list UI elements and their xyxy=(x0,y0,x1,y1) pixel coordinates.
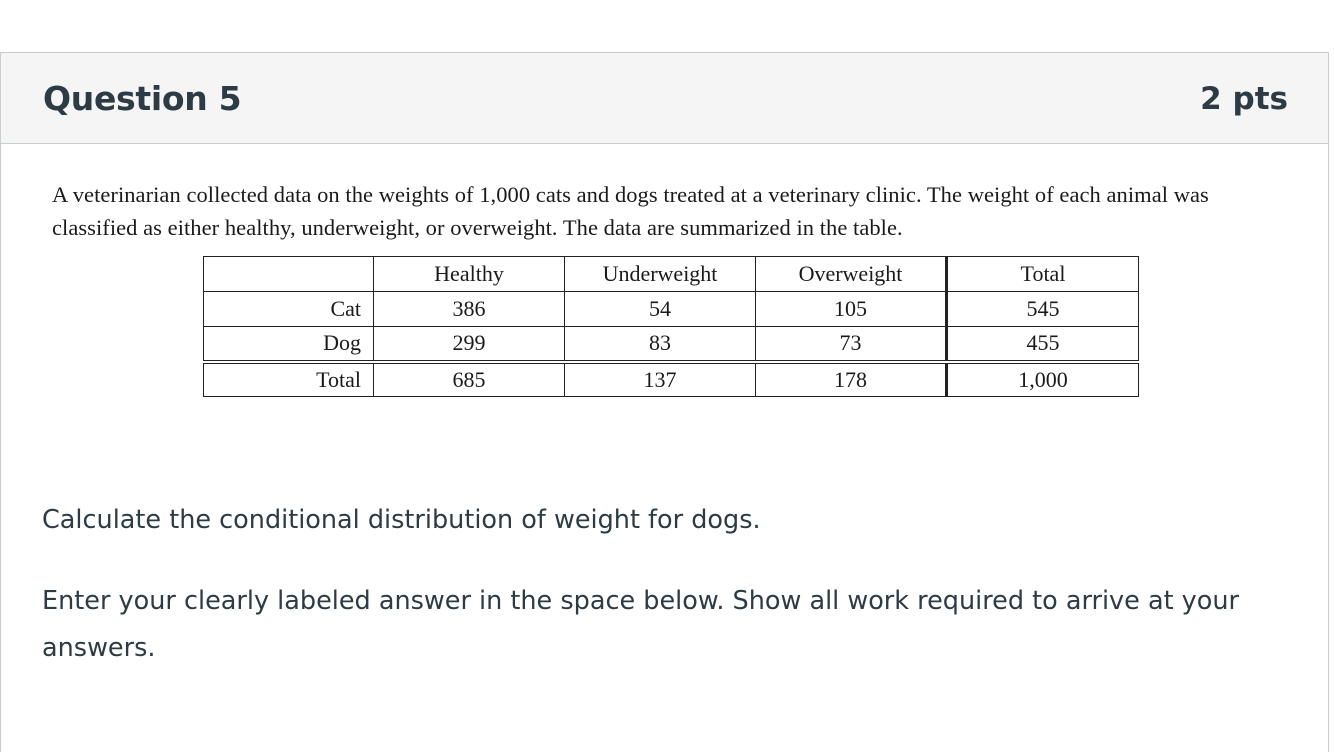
question-prompt: Calculate the conditional distribution of weight for dogs. xyxy=(42,505,761,535)
table-header-row xyxy=(204,257,1139,292)
table-cell: 685 xyxy=(374,362,565,397)
table-cell: 545 xyxy=(947,292,1139,327)
table-header-cell: Underweight xyxy=(565,257,756,292)
question-image xyxy=(40,170,1290,420)
table-total-row xyxy=(204,362,1139,397)
table-cell: 455 xyxy=(947,327,1139,362)
question-points: 2 pts xyxy=(1200,81,1288,117)
table-header-cell: Total xyxy=(947,257,1139,292)
table-row-label: Dog xyxy=(204,327,374,362)
question-header xyxy=(1,53,1328,144)
table-header-cell: Healthy xyxy=(374,257,565,292)
intro-text: A veterinarian collected data on the weights of 1,000 cats and dogs treated at a veterinary clinic. The weight of each animal was classified as either healthy, underweight, or overweight. The data are summarized in the table. xyxy=(52,182,1209,240)
question-title: Question 5 xyxy=(43,79,242,118)
table-cell: 299 xyxy=(374,327,565,362)
table-header-cell: Overweight xyxy=(756,257,947,292)
table-row xyxy=(204,327,1139,362)
table-cell: 386 xyxy=(374,292,565,327)
table-cell: 83 xyxy=(565,327,756,362)
question-instructions: Enter your clearly labeled answer in the space below. Show all work required to arrive at your answers. xyxy=(42,586,1240,663)
table-cell: 105 xyxy=(756,292,947,327)
data-table xyxy=(203,256,1139,397)
table-cell: 137 xyxy=(565,362,756,397)
table-header-cell xyxy=(204,257,374,292)
table-cell: 73 xyxy=(756,327,947,362)
table-row-label: Cat xyxy=(204,292,374,327)
table-row xyxy=(204,292,1139,327)
table-cell: 54 xyxy=(565,292,756,327)
table-cell: 178 xyxy=(756,362,947,397)
table-cell: 1,000 xyxy=(947,362,1139,397)
table-row-label: Total xyxy=(204,362,374,397)
